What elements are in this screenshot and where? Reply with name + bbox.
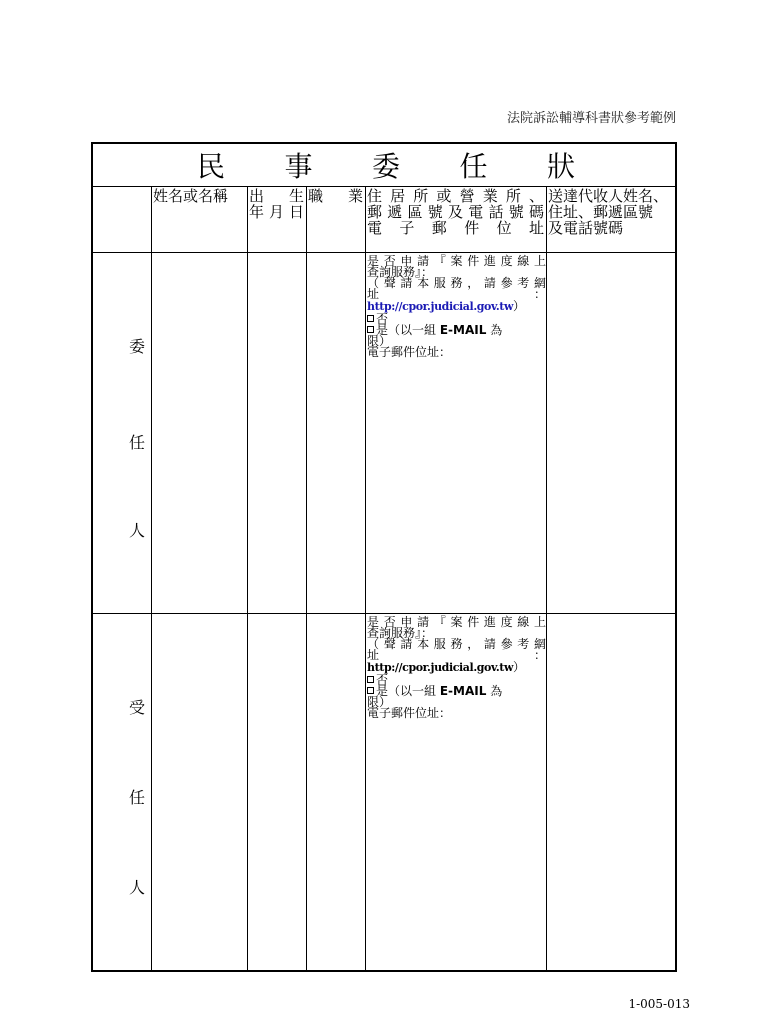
agent-label-char: 任 xyxy=(129,788,146,807)
option-yes-label: 是（以一組 xyxy=(376,684,437,698)
column-divider xyxy=(151,186,152,972)
form-title xyxy=(93,144,675,186)
office-reference-note: 法院訴訟輔導科書狀參考範例 xyxy=(506,111,676,126)
service-text: ） xyxy=(513,660,526,674)
service-line: 是否申請『案件進度線上 xyxy=(367,254,546,268)
title-char: 民 xyxy=(197,150,226,183)
service-text: ： xyxy=(533,648,546,662)
title-char: 狀 xyxy=(546,150,575,183)
service-url-line xyxy=(367,661,546,675)
agent-label xyxy=(93,615,151,972)
option-no-label: 否 xyxy=(376,673,389,687)
principal-label-char: 委 xyxy=(129,337,146,356)
civil-power-of-attorney-form xyxy=(91,142,677,972)
checkbox-icon[interactable] xyxy=(367,676,374,683)
service-text: ： xyxy=(533,287,546,301)
header-delivery-agent xyxy=(548,188,688,236)
title-char: 任 xyxy=(459,150,488,183)
service-line: （聲請本服務，請參考網 xyxy=(367,637,546,651)
email-label: 電子郵件位址： xyxy=(367,706,452,720)
header-birth-line: 出 生 xyxy=(249,187,304,205)
service-line: 查詢服務』： xyxy=(367,626,434,640)
checkbox-icon[interactable] xyxy=(367,687,374,694)
service-line: 查詢服務』： xyxy=(367,265,434,279)
column-divider xyxy=(546,186,547,972)
header-occupation: 職 業 xyxy=(308,187,363,205)
option-yes-label: 是（以一組 xyxy=(376,323,437,337)
agent-label-char: 人 xyxy=(129,878,146,897)
header-delivery-line: 及電話號碼 xyxy=(548,219,624,237)
email-label: 電子郵件位址： xyxy=(367,345,452,359)
service-text: 址 xyxy=(367,287,380,301)
principal-label xyxy=(93,254,151,613)
principal-label-char: 人 xyxy=(129,521,146,540)
title-char: 委 xyxy=(371,150,400,183)
header-birth xyxy=(249,188,304,220)
header-delivery-line: 住址、郵遞區號 xyxy=(548,203,654,221)
option-yes-label-end: 為 xyxy=(490,323,503,337)
service-line: 限） xyxy=(367,695,392,709)
header-delivery-line: 送達代收人姓名、 xyxy=(548,187,669,205)
service-url-link[interactable]: http://cpor.judicial.gov.tw xyxy=(367,300,514,313)
header-address xyxy=(367,188,544,236)
column-divider xyxy=(247,186,248,972)
title-char: 事 xyxy=(284,150,313,183)
option-yes-label-end: 為 xyxy=(490,684,503,698)
service-url-line xyxy=(367,300,546,314)
checkbox-icon[interactable] xyxy=(367,326,374,333)
service-text: ） xyxy=(513,299,526,313)
service-url-link[interactable]: http://cpor.judicial.gov.tw xyxy=(367,661,514,674)
agent-label-char: 受 xyxy=(129,698,146,717)
service-line: 限） xyxy=(367,334,392,348)
principal-label-char: 任 xyxy=(129,433,146,452)
option-yes[interactable] xyxy=(367,686,546,697)
option-yes-label-email: E-MAIL xyxy=(439,323,487,337)
checkbox-icon[interactable] xyxy=(367,315,374,322)
service-line: 是否申請『案件進度線上 xyxy=(367,615,546,629)
header-address-line: 電子郵件位址 xyxy=(367,219,544,237)
header-name: 姓名或名稱 xyxy=(153,187,229,205)
form-code: 1-005-013 xyxy=(628,997,690,1011)
option-no-label: 否 xyxy=(376,312,389,326)
header-address-line: 住居所或營業所、 xyxy=(367,187,544,205)
row-divider xyxy=(93,613,675,614)
option-yes[interactable] xyxy=(367,325,546,336)
service-text: 址 xyxy=(367,648,380,662)
column-divider xyxy=(306,186,307,972)
principal-online-service-block xyxy=(367,256,546,358)
column-divider xyxy=(365,186,366,972)
header-birth-line: 年月日 xyxy=(249,203,304,221)
option-yes-label-email: E-MAIL xyxy=(439,684,487,698)
agent-online-service-block xyxy=(367,617,546,719)
header-address-line: 郵遞區號及電話號碼 xyxy=(367,203,544,221)
service-line: （聲請本服務，請參考網 xyxy=(367,276,546,290)
row-divider xyxy=(93,252,675,253)
